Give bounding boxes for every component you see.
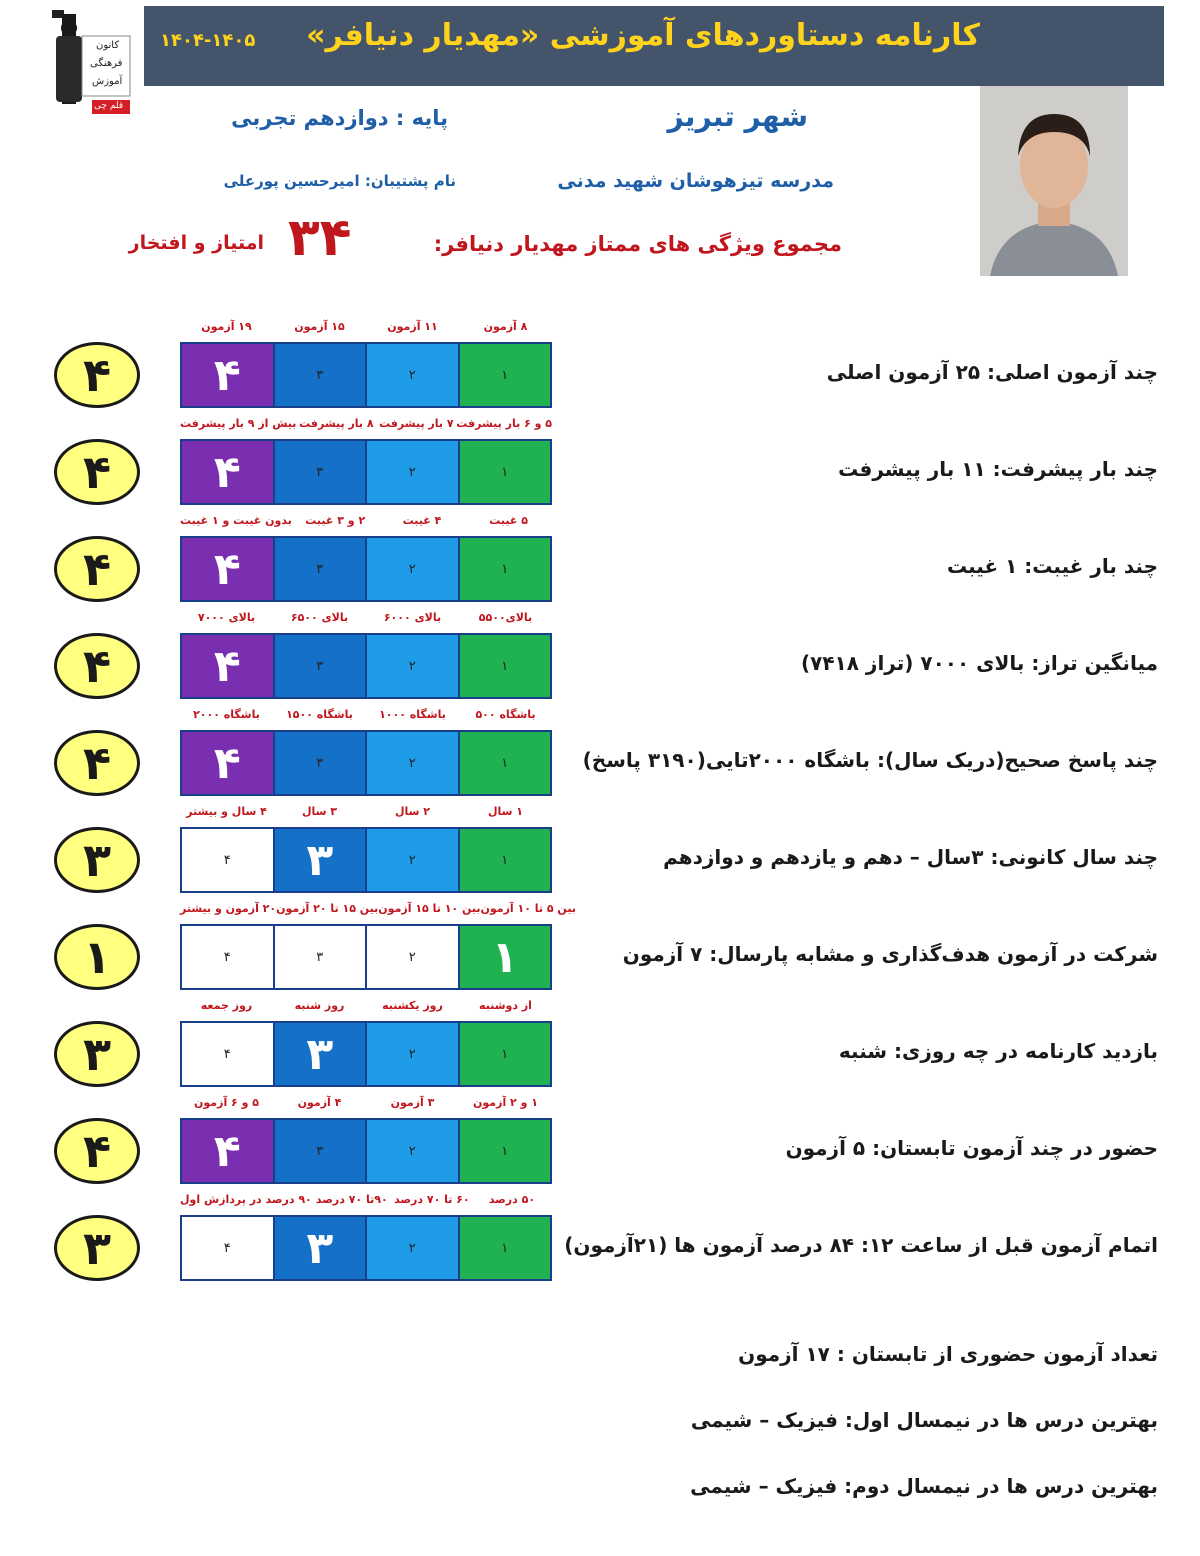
student-city: شهر تبریز xyxy=(667,100,808,133)
level-boxes xyxy=(180,924,552,990)
level-boxes xyxy=(180,1021,552,1087)
row-score-circle: ۱ xyxy=(54,924,140,990)
level-boxes xyxy=(180,633,552,699)
row-score-circle: ۴ xyxy=(54,536,140,602)
page-title: کارنامه دستاوردهای آموزشی «مهدیار دنیافر» xyxy=(306,18,980,53)
threshold-label: ۱۱ آزمون xyxy=(387,320,438,333)
level-box-1: ۱ xyxy=(460,538,551,600)
threshold-labels xyxy=(180,417,552,435)
threshold-label: ۵ و ۶ بار پیشرفت xyxy=(456,417,552,430)
threshold-label: ۳ آزمون xyxy=(390,1096,435,1109)
threshold-label: بدون غیبت و ۱ غیبت xyxy=(180,514,292,527)
achievement-row xyxy=(0,413,1200,509)
level-box-4: ۴ xyxy=(182,1217,275,1279)
row-score-circle: ۴ xyxy=(54,439,140,505)
total-suffix: امتیاز و افتخار xyxy=(128,232,264,254)
row-label: چند بار غیبت: ۱ غیبت xyxy=(946,554,1158,578)
achievement-row xyxy=(0,510,1200,606)
row-score-circle: ۴ xyxy=(54,1118,140,1184)
threshold-label: بالای۵۵۰۰ xyxy=(478,611,533,624)
row-score-circle: ۴ xyxy=(54,342,140,408)
threshold-label: ۲ سال xyxy=(394,805,431,818)
threshold-labels xyxy=(180,708,552,726)
level-box-3: ۳ xyxy=(275,1023,368,1085)
threshold-label: ۱۵ آزمون xyxy=(294,320,345,333)
level-box-4: ۴ xyxy=(182,441,275,503)
threshold-label: ۸ بار پیشرفت xyxy=(299,417,374,430)
level-box-3: ۳ xyxy=(275,732,368,794)
level-boxes xyxy=(180,1118,552,1184)
threshold-labels xyxy=(180,1193,552,1211)
level-box-1: ۱ xyxy=(460,635,551,697)
row-label: حضور در چند آزمون تابستان: ۵ آزمون xyxy=(785,1136,1158,1160)
threshold-labels xyxy=(180,320,552,338)
threshold-label: بالای ۶۰۰۰ xyxy=(383,611,442,624)
threshold-label: ۳ سال xyxy=(301,805,338,818)
student-photo xyxy=(980,86,1128,276)
threshold-label: بالای ۷۰۰۰ xyxy=(197,611,256,624)
threshold-labels xyxy=(180,805,552,823)
achievement-row xyxy=(0,995,1200,1091)
level-box-2: ۲ xyxy=(367,1023,460,1085)
academic-years: ۱۴۰۴-۱۴۰۵ xyxy=(160,30,256,51)
threshold-label: ۲۰ آزمون و بیشتر xyxy=(180,902,277,915)
level-box-1: ۱ xyxy=(460,926,551,988)
threshold-label: ۴ آزمون xyxy=(297,1096,342,1109)
threshold-label: ۶۰ تا ۷۰ درصد xyxy=(394,1193,470,1206)
row-label: شرکت در آزمون هدف‌گذاری و مشابه پارسال: ۷ آزمون xyxy=(622,942,1158,966)
row-label: چند بار پیشرفت: ۱۱ بار پیشرفت xyxy=(838,457,1158,481)
threshold-label: ۱ و ۲ آزمون xyxy=(473,1096,538,1109)
threshold-label: باشگاه ۱۵۰۰ xyxy=(286,708,353,721)
level-box-4: ۴ xyxy=(182,926,275,988)
level-box-4: ۴ xyxy=(182,344,275,406)
row-label: چند آزمون اصلی: ۲۵ آزمون اصلی xyxy=(826,360,1158,384)
row-score-circle: ۴ xyxy=(54,633,140,699)
achievement-row xyxy=(0,801,1200,897)
level-boxes xyxy=(180,730,552,796)
row-score-circle: ۳ xyxy=(54,827,140,893)
level-box-1: ۱ xyxy=(460,1023,551,1085)
level-box-2: ۲ xyxy=(367,538,460,600)
footer-line-1: تعداد آزمون حضوری از تابستان : ۱۷ آزمون xyxy=(738,1342,1158,1366)
level-box-4: ۴ xyxy=(182,1023,275,1085)
level-box-1: ۱ xyxy=(460,1217,551,1279)
threshold-label: روز شنبه xyxy=(294,999,345,1012)
level-boxes xyxy=(180,439,552,505)
threshold-label: ۵۰ درصد xyxy=(488,1193,536,1206)
total-label: مجموع ویژگی های ممتاز مهدیار دنیافر: xyxy=(433,232,842,256)
level-box-2: ۲ xyxy=(367,829,460,891)
logo-text-1: کانون xyxy=(96,40,120,51)
student-school: مدرسه تیزهوشان شهید مدنی xyxy=(557,170,834,192)
level-boxes xyxy=(180,342,552,408)
threshold-labels xyxy=(180,902,576,920)
threshold-label: ۵ و ۶ آزمون xyxy=(194,1096,259,1109)
threshold-label: باشگاه ۵۰۰ xyxy=(475,708,536,721)
level-box-2: ۲ xyxy=(367,926,460,988)
logo-text-3: آموزش xyxy=(92,76,123,87)
level-box-4: ۴ xyxy=(182,732,275,794)
level-box-3: ۳ xyxy=(275,1217,368,1279)
total-score: ۳۴ xyxy=(288,208,352,268)
threshold-label: ۵ غیبت xyxy=(489,514,528,527)
level-box-2: ۲ xyxy=(367,344,460,406)
level-box-3: ۳ xyxy=(275,635,368,697)
row-label: چند سال کانونی: ۳سال – دهم و یازدهم و دوازدهم xyxy=(663,845,1158,869)
level-box-4: ۴ xyxy=(182,829,275,891)
threshold-label: از دوشنبه xyxy=(479,999,532,1012)
level-box-4: ۴ xyxy=(182,1120,275,1182)
row-label: بازدید کارنامه در چه روزی: شنبه xyxy=(838,1039,1158,1063)
level-boxes xyxy=(180,536,552,602)
row-label: اتمام آزمون قبل از ساعت ۱۲: ۸۴ درصد آزمون ها (۲۱آزمون) xyxy=(564,1233,1158,1257)
threshold-label: بالای ۶۵۰۰ xyxy=(290,611,349,624)
threshold-label: ۴ سال و بیشتر xyxy=(186,805,267,818)
achievement-row xyxy=(0,1092,1200,1188)
threshold-label: ۸ آزمون xyxy=(483,320,528,333)
threshold-labels xyxy=(180,514,552,532)
row-label: میانگین تراز: بالای ۷۰۰۰ (تراز ۷۴۱۸) xyxy=(801,651,1158,675)
threshold-label: ۲ و ۳ غیبت xyxy=(305,514,366,527)
row-score-circle: ۳ xyxy=(54,1021,140,1087)
threshold-label: روز جمعه xyxy=(200,999,253,1012)
threshold-label: باشگاه ۱۰۰۰ xyxy=(379,708,446,721)
threshold-labels xyxy=(180,1096,552,1114)
threshold-labels xyxy=(180,999,552,1017)
level-box-4: ۴ xyxy=(182,538,275,600)
level-box-3: ۳ xyxy=(275,441,368,503)
level-boxes xyxy=(180,827,552,893)
achievement-row xyxy=(0,1189,1200,1285)
achievement-row xyxy=(0,316,1200,412)
level-box-1: ۱ xyxy=(460,344,551,406)
threshold-label: باشگاه ۲۰۰۰ xyxy=(193,708,260,721)
level-box-3: ۳ xyxy=(275,829,368,891)
level-box-2: ۲ xyxy=(367,635,460,697)
level-box-3: ۳ xyxy=(275,538,368,600)
level-box-2: ۲ xyxy=(367,732,460,794)
footer-line-3: بهترین درس ها در نیمسال دوم: فیزیک – شیمی xyxy=(690,1474,1158,1498)
level-boxes xyxy=(180,1215,552,1281)
threshold-label: ۱۹ آزمون xyxy=(201,320,252,333)
level-box-4: ۴ xyxy=(182,635,275,697)
row-label: چند پاسخ صحیح(دریک سال): باشگاه ۲۰۰۰تایی(۳۱۹۰ پاسخ) xyxy=(582,748,1158,772)
threshold-label: بیش از ۹ بار پیشرفت xyxy=(180,417,297,430)
threshold-label: بین ۵ تا ۱۰ آزمون xyxy=(480,902,576,915)
threshold-labels xyxy=(180,611,552,629)
threshold-label: ۴ غیبت xyxy=(402,514,442,527)
threshold-label: ۱ سال xyxy=(487,805,524,818)
student-grade: پایه : دوازدهم تجربی xyxy=(231,106,448,130)
level-box-3: ۳ xyxy=(275,344,368,406)
threshold-label: ۹۰ درصد در پردازش اول xyxy=(180,1193,312,1206)
level-box-2: ۲ xyxy=(367,1217,460,1279)
level-box-1: ۱ xyxy=(460,441,551,503)
level-box-3: ۳ xyxy=(275,1120,368,1182)
supporter-name: نام پشتیبان: امیرحسین پورعلی xyxy=(223,172,456,190)
logo-text-4: قلم چی xyxy=(94,101,124,111)
row-score-circle: ۳ xyxy=(54,1215,140,1281)
level-box-2: ۲ xyxy=(367,1120,460,1182)
achievement-row xyxy=(0,898,1200,994)
threshold-label: ۷ بار پیشرفت xyxy=(379,417,454,430)
footer-line-2: بهترین درس ها در نیمسال اول: فیزیک – شیمی xyxy=(690,1408,1158,1432)
threshold-label: روز یکشنبه xyxy=(382,999,443,1012)
level-box-1: ۱ xyxy=(460,1120,551,1182)
level-box-1: ۱ xyxy=(460,829,551,891)
threshold-label: بین ۱۵ تا ۲۰ آزمون xyxy=(276,902,379,915)
level-box-3: ۳ xyxy=(275,926,368,988)
threshold-label: بین ۱۰ تا ۱۵ آزمون xyxy=(378,902,481,915)
achievement-row xyxy=(0,704,1200,800)
kanoon-logo xyxy=(48,8,134,116)
level-box-1: ۱ xyxy=(460,732,551,794)
level-box-2: ۲ xyxy=(367,441,460,503)
achievement-row xyxy=(0,607,1200,703)
row-score-circle: ۴ xyxy=(54,730,140,796)
threshold-label: ۹۰تا ۷۰ درصد xyxy=(315,1193,388,1206)
logo-text-2: فرهنگی xyxy=(90,58,123,69)
